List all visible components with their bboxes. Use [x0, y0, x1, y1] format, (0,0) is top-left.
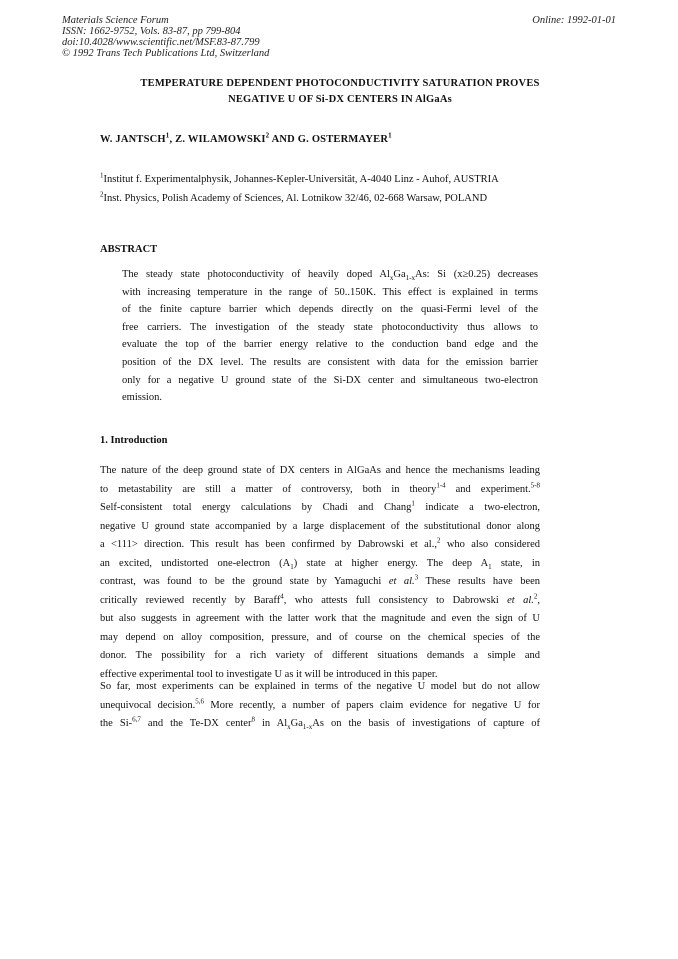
title-line-2: NEGATIVE U OF Si-DX CENTERS IN AlGaAs — [228, 94, 452, 105]
abstract-line: of the finite capture barrier which depends directly on the quasi-Fermi level of the — [122, 304, 538, 316]
text-run: Self-consistent total energy calculations by Chadi and Chang — [100, 502, 412, 513]
paragraph-line — [100, 697, 540, 716]
text-run: and experiment. — [445, 483, 531, 495]
paragraph-line — [100, 555, 540, 574]
text-run: critically reviewed recently by Baraff — [100, 594, 281, 606]
subscript: x — [287, 723, 291, 732]
issn-line: ISSN: 1662-9752, Vols. 83-87, pp 799-804 — [62, 26, 241, 37]
text-run: Ga — [393, 269, 406, 280]
text-run: indicate a two-electron, — [414, 502, 541, 513]
paragraph-line — [100, 715, 540, 734]
section-heading-introduction: 1. Introduction — [100, 435, 168, 446]
abstract-line — [122, 266, 538, 284]
author-sep-2: AND — [269, 134, 298, 145]
citation: 5,6 — [195, 697, 205, 705]
text-run: As on the basis of investigations of capture of — [312, 718, 540, 729]
intro-paragraph-2 — [100, 678, 540, 734]
paragraph-line: The nature of the deep ground state of DX centers in AlGaAs and hence the mechanisms leading — [100, 465, 540, 476]
paragraph-line — [100, 499, 540, 518]
abstract-line: free carriers. The investigation of the steady state photoconductivity thus allows to — [122, 321, 538, 333]
intro-paragraph-1 — [100, 462, 540, 684]
citation: 2 — [436, 536, 441, 545]
affiliation-1-text: Institut f. Experimentalphysik, Johannes-Kepler-Universität, A-4040 Linz - Auhof, AUSTRIA — [103, 174, 499, 185]
abstract-line: emission. — [122, 392, 162, 404]
text-run: More recently, a number of papers claim evidence for negative U for — [204, 699, 540, 711]
text-run: , who attests full consistency to Dabrowski — [283, 594, 508, 606]
abstract-heading: ABSTRACT — [100, 244, 158, 255]
text-run: ) state at higher energy. The deep A — [293, 557, 489, 569]
author-3: G. OSTERMAYER — [297, 134, 389, 145]
affiliation-1 — [100, 170, 580, 189]
paragraph-line: donor. The possibility for a rich variety of different situations demands a simple and — [100, 650, 540, 661]
citation: 6,7 — [132, 715, 141, 724]
author-2: Z. WILAMOWSKI — [175, 134, 266, 145]
affiliation-2 — [100, 189, 580, 208]
affiliation-2-marker: 2 — [100, 190, 104, 199]
abstract-line: with increasing temperature in the range of 50..150K. This effect is explained in terms — [122, 286, 538, 298]
paper-title — [90, 76, 590, 108]
copyright-line: © 1992 Trans Tech Publications Ltd, Switzerland — [62, 48, 270, 59]
author-1-affil: 1 — [165, 131, 170, 140]
author-list — [100, 131, 392, 145]
subscript: 1-x — [302, 723, 313, 732]
citation: 1 — [411, 499, 415, 508]
subscript: 1 — [290, 562, 294, 571]
author-3-affil: 1 — [388, 131, 392, 140]
text-run: As: Si (x≥0.25) decreases — [414, 269, 539, 280]
abstract-line: evaluate the top of the barrier energy relative to the conduction band edge and the — [122, 339, 538, 351]
text-run: state, in — [491, 557, 540, 569]
text-run: the Si- — [100, 718, 133, 729]
paragraph-line: effective experimental tool to investigate U as it will be introduced in this paper. — [100, 668, 438, 680]
italic-run: et al. — [507, 594, 534, 606]
abstract-body — [122, 266, 538, 407]
paragraph-line: negative U ground state accompanied by a large displacement of the substitutional donor along — [100, 520, 540, 532]
text-run: contrast, was found to be the ground state by Yamaguchi — [100, 576, 389, 587]
citation: 2 — [533, 592, 538, 600]
paragraph-line: So far, most experiments can be explained in terms of the negative U model but do not allow — [100, 681, 540, 692]
text-run: who also considered — [440, 539, 541, 550]
abstract-line: only for a negative U ground state of the Si-DX center and simultaneous two-electron — [122, 374, 538, 386]
text-run: unequivocal decision. — [100, 699, 196, 711]
paragraph-line: but also suggests in agreement with the latter work that the magnitude and even the sign of U — [100, 613, 540, 624]
affiliation-2-text: Inst. Physics, Polish Academy of Sciences, Al. Lotnikow 32/46, 02-668 Warsaw, POLAND — [103, 193, 488, 204]
citation: 4 — [280, 592, 284, 600]
subscript: 1-x — [405, 274, 415, 283]
citation: 3 — [414, 573, 419, 582]
author-1: W. JANTSCH — [100, 134, 166, 145]
paragraph-line: may depend on alloy composition, pressure, and of course on the chemical species of the — [100, 631, 540, 643]
paragraph-line — [100, 481, 540, 500]
citation: 1-4 — [436, 481, 446, 489]
paragraph-line — [100, 536, 540, 555]
affiliation-1-marker: 1 — [100, 171, 104, 180]
text-run: to metastability are still a matter of controversy, both in theory — [100, 483, 437, 495]
text-run: The steady state photoconductivity of heavily doped Al — [122, 269, 390, 280]
text-run: and the Te-DX center — [140, 718, 252, 729]
text-run: Ga — [290, 718, 303, 729]
subscript: 1 — [488, 562, 492, 571]
text-run: an excited, undistorted one-electron (A — [100, 557, 291, 569]
citation: 5-8 — [530, 481, 541, 489]
journal-name: Materials Science Forum — [62, 15, 169, 26]
abstract-line: position of the DX level. The results are consistent with data for the emission barrier — [122, 356, 538, 368]
title-line-1: TEMPERATURE DEPENDENT PHOTOCONDUCTIVITY SATURATION PROVES — [140, 78, 540, 89]
author-sep-1: , — [169, 134, 176, 145]
text-run: a <111> direction. This result has been confirmed by Dabrowski et al., — [100, 539, 437, 550]
affiliations — [100, 170, 580, 208]
online-date: Online: 1992-01-01 — [532, 15, 616, 26]
author-2-affil: 2 — [265, 131, 270, 140]
paragraph-line — [100, 592, 540, 611]
italic-run: et al. — [388, 576, 415, 587]
doi-line: doi:10.4028/www.scientific.net/MSF.83-87.799 — [62, 37, 260, 48]
text-run: in Al — [254, 718, 288, 729]
paragraph-line — [100, 573, 540, 592]
citation: 8 — [251, 715, 255, 724]
subscript: x — [389, 274, 394, 283]
text-run: , — [537, 594, 540, 606]
text-run: These results have been — [418, 576, 541, 587]
